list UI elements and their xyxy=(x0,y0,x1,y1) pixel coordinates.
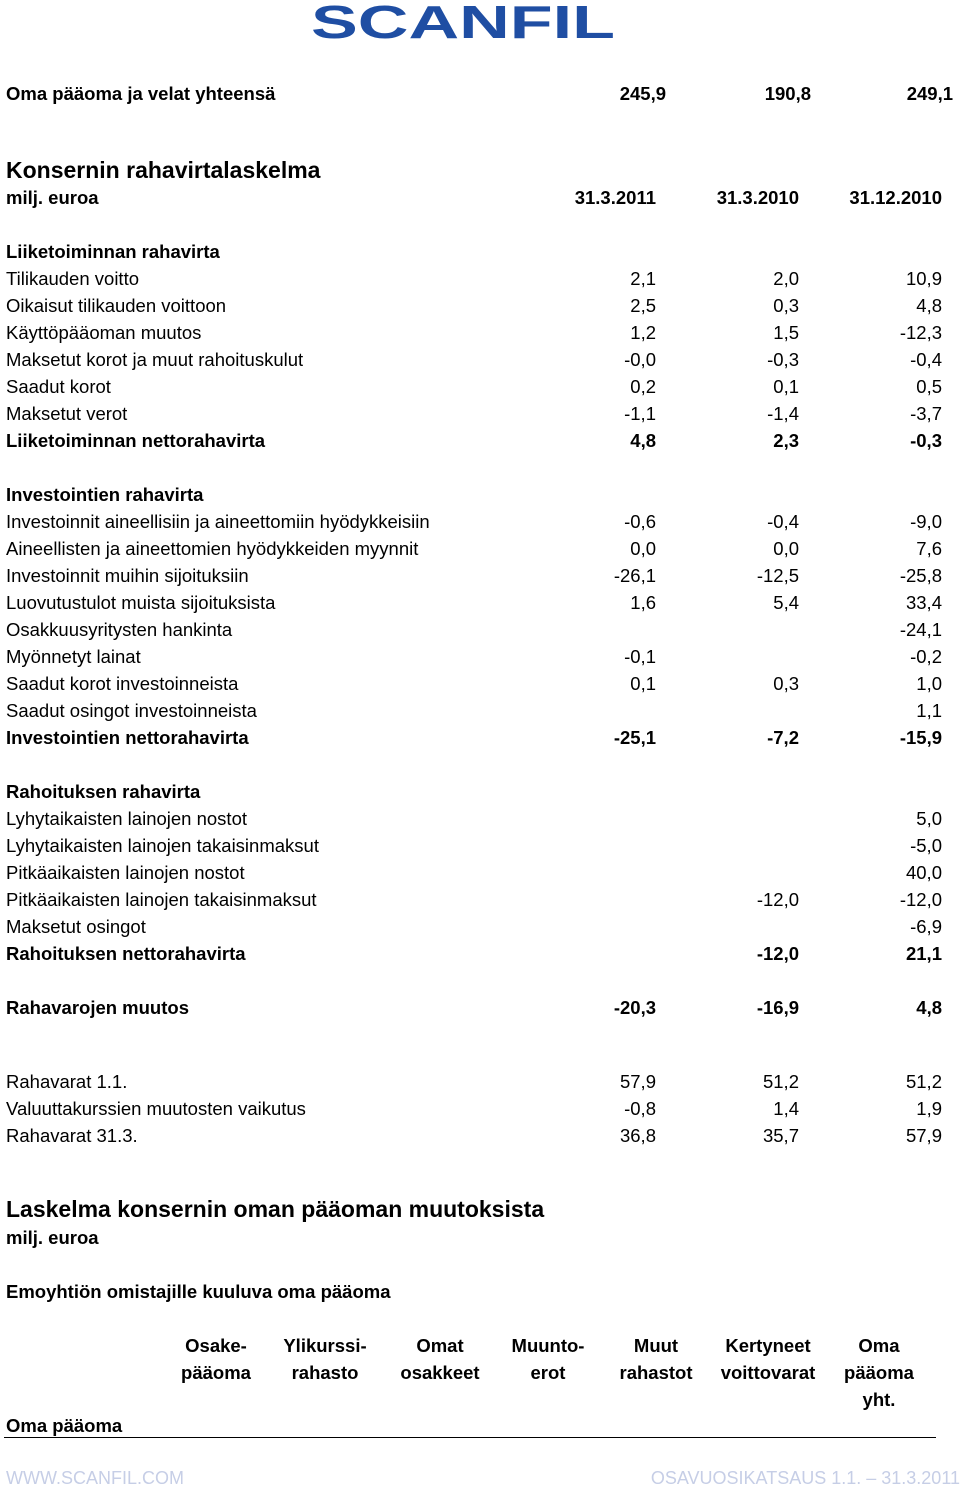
equity-column-header-line: Muut xyxy=(633,1335,679,1356)
scanfil-logo xyxy=(308,0,618,42)
column-header-2: 31.3.2010 xyxy=(716,187,799,208)
table-row xyxy=(6,914,946,940)
value-col2: 1,4 xyxy=(773,1098,799,1119)
value-col2: -12,0 xyxy=(756,943,799,964)
equity-unit xyxy=(6,1225,946,1251)
value-col2: -1,4 xyxy=(767,403,799,424)
value-col2: 0,3 xyxy=(773,673,799,694)
cashflow-title-text: Konsernin rahavirtalaskelma xyxy=(6,157,321,183)
equity-column-header xyxy=(819,1332,939,1413)
value-col3: -0,4 xyxy=(910,349,942,370)
table-row xyxy=(6,509,946,535)
cashflow-title xyxy=(6,155,946,185)
subtotal-row-financing xyxy=(6,941,946,967)
row-label: Oikaisut tilikauden voittoon xyxy=(6,295,227,316)
value-col3: 4,8 xyxy=(916,997,942,1018)
equity-header-rule xyxy=(4,1437,936,1438)
value-col1: 36,8 xyxy=(619,1125,656,1146)
row-label: Investointien nettorahavirta xyxy=(6,727,249,748)
value-col1: 0,2 xyxy=(630,376,656,397)
value-col3: 0,5 xyxy=(916,376,942,397)
equity-column-header-line xyxy=(708,1386,828,1413)
equity-column-header-line: erot xyxy=(530,1362,566,1383)
equity-column-header xyxy=(380,1332,500,1413)
table-row xyxy=(6,374,946,400)
row-label: Lyhytaikaisten lainojen nostot xyxy=(6,808,247,829)
row-label: Maksetut verot xyxy=(6,403,128,424)
section-heading-financing xyxy=(6,779,946,805)
value-col3: -24,1 xyxy=(899,619,942,640)
value-col1: 1,2 xyxy=(630,322,656,343)
table-row xyxy=(6,671,946,697)
cash-balance-row xyxy=(6,1123,946,1149)
value-col3: 33,4 xyxy=(905,592,942,613)
unit-label: milj. euroa xyxy=(6,187,99,208)
column-header-3: 31.12.2010 xyxy=(849,187,942,208)
footer-website: WWW.SCANFIL.COM xyxy=(6,1468,184,1488)
value-col2: 51,2 xyxy=(762,1071,799,1092)
table-row xyxy=(6,698,946,724)
equity-column-header xyxy=(708,1332,828,1413)
equity-column-header-line xyxy=(596,1386,716,1413)
row-label: Rahoituksen nettorahavirta xyxy=(6,943,246,964)
column-header-1: 31.3.2011 xyxy=(574,187,656,208)
value-col3: 10,9 xyxy=(905,268,942,289)
value-col3: -5,0 xyxy=(910,835,942,856)
value-col1: 57,9 xyxy=(619,1071,656,1092)
equity-column-header-line xyxy=(156,1386,276,1413)
value-col3: -25,8 xyxy=(899,565,942,586)
row-label: Pitkäaikaisten lainojen nostot xyxy=(6,862,245,883)
value-col1: 1,6 xyxy=(630,592,656,613)
subtotal-row-investing xyxy=(6,725,946,751)
section-heading-text: Investointien rahavirta xyxy=(6,484,204,505)
value-col2: 190,8 xyxy=(764,83,811,104)
value-col2: 0,3 xyxy=(773,295,799,316)
equity-column-header-line: Muunto- xyxy=(511,1335,585,1356)
table-row xyxy=(6,320,946,346)
equity-column-header-line: rahastot xyxy=(619,1362,693,1383)
equity-column-header-line: voittovarat xyxy=(720,1362,816,1383)
table-row xyxy=(6,266,946,292)
table-row xyxy=(6,401,946,427)
total-equity-liabilities-row xyxy=(6,81,953,107)
row-label: Osakkuusyritysten hankinta xyxy=(6,619,233,640)
equity-column-header-line: yht. xyxy=(862,1389,896,1410)
table-row xyxy=(6,887,946,913)
value-col2: 1,5 xyxy=(773,322,799,343)
value-col1: 245,9 xyxy=(619,83,666,104)
equity-column-header-line xyxy=(380,1386,500,1413)
value-col2: 2,0 xyxy=(773,268,799,289)
footer-report-title: OSAVUOSIKATSAUS 1.1. – 31.3.2011 xyxy=(650,1468,960,1488)
value-col1: -26,1 xyxy=(613,565,656,586)
section-heading-investing xyxy=(6,482,946,508)
equity-column-header-line: pääoma xyxy=(181,1362,251,1383)
row-label: Rahavarojen muutos xyxy=(6,997,189,1018)
equity-subheading xyxy=(6,1279,946,1305)
value-col2: 0,1 xyxy=(773,376,799,397)
value-col3: 7,6 xyxy=(916,538,942,559)
equity-column-header xyxy=(265,1332,385,1413)
value-col3: 1,0 xyxy=(916,673,942,694)
value-col3: 249,1 xyxy=(906,83,953,104)
row-label: Käyttöpääoman muutos xyxy=(6,322,202,343)
value-col2: 35,7 xyxy=(762,1125,799,1146)
value-col3: 1,1 xyxy=(916,700,942,721)
value-col1: -25,1 xyxy=(613,727,656,748)
row-label: Investoinnit aineellisiin ja aineettomiin hyödykkeisiin xyxy=(6,511,430,532)
section-heading-text: Liiketoiminnan rahavirta xyxy=(6,241,220,262)
row-label: Saadut korot xyxy=(6,376,111,397)
equity-column-header-line: Oma xyxy=(858,1335,900,1356)
value-col2: -7,2 xyxy=(767,727,799,748)
row-label: Investoinnit muihin sijoituksiin xyxy=(6,565,249,586)
section-heading-operating xyxy=(6,239,946,265)
value-col2: -0,3 xyxy=(767,349,799,370)
row-label: Tilikauden voitto xyxy=(6,268,139,289)
value-col1: 2,5 xyxy=(630,295,656,316)
row-label: Maksetut korot ja muut rahoituskulut xyxy=(6,349,304,370)
row-label: Oma pääoma ja velat yhteensä xyxy=(6,83,276,104)
value-col3: -12,3 xyxy=(899,322,942,343)
cashflow-column-header xyxy=(6,185,946,211)
subtotal-row-operating xyxy=(6,428,946,454)
table-row xyxy=(6,617,946,643)
value-col3: 51,2 xyxy=(905,1071,942,1092)
value-col3: 21,1 xyxy=(905,943,942,964)
row-label: Saadut korot investoinneista xyxy=(6,673,239,694)
table-row xyxy=(6,347,946,373)
value-col3: 57,9 xyxy=(905,1125,942,1146)
value-col2: -12,5 xyxy=(756,565,799,586)
equity-column-header xyxy=(156,1332,276,1413)
equity-column-header xyxy=(596,1332,716,1413)
equity-column-header-line: Kertyneet xyxy=(725,1335,811,1356)
value-col3: -6,9 xyxy=(910,916,942,937)
value-col3: 40,0 xyxy=(905,862,942,883)
equity-column-header-line: pääoma xyxy=(844,1362,914,1383)
equity-column-header-line: Omat xyxy=(416,1335,464,1356)
value-col1: 4,8 xyxy=(630,430,656,451)
table-row xyxy=(6,860,946,886)
equity-row-label xyxy=(6,1413,946,1439)
equity-unit-text: milj. euroa xyxy=(6,1227,99,1248)
table-row xyxy=(6,563,946,589)
logo-text: SCANFIL xyxy=(311,0,615,42)
cash-change-row xyxy=(6,995,946,1021)
row-label: Luovutustulot muista sijoituksista xyxy=(6,592,276,613)
value-col2: -0,4 xyxy=(767,511,799,532)
row-label: Lyhytaikaisten lainojen takaisinmaksut xyxy=(6,835,319,856)
equity-column-header-line xyxy=(265,1386,385,1413)
cash-balance-row xyxy=(6,1096,946,1122)
value-col3: 5,0 xyxy=(916,808,942,829)
value-col3: -0,2 xyxy=(910,646,942,667)
value-col1: -0,8 xyxy=(624,1098,656,1119)
row-label: Valuuttakurssien muutosten vaikutus xyxy=(6,1098,306,1119)
equity-column-header-line: osakkeet xyxy=(400,1362,480,1383)
equity-title xyxy=(6,1194,946,1224)
value-col1: -0,0 xyxy=(624,349,656,370)
value-col1: -0,1 xyxy=(624,646,656,667)
value-col1: 0,1 xyxy=(630,673,656,694)
value-col3: -9,0 xyxy=(910,511,942,532)
table-row xyxy=(6,644,946,670)
table-row xyxy=(6,293,946,319)
cash-balance-row xyxy=(6,1069,946,1095)
value-col1: -0,6 xyxy=(624,511,656,532)
value-col2: -16,9 xyxy=(756,997,799,1018)
row-label: Myönnetyt lainat xyxy=(6,646,141,667)
row-label: Pitkäaikaisten lainojen takaisinmaksut xyxy=(6,889,317,910)
section-heading-text: Rahoituksen rahavirta xyxy=(6,781,201,802)
row-label: Aineellisten ja aineettomien hyödykkeiden myynnit xyxy=(6,538,419,559)
value-col3: 4,8 xyxy=(916,295,942,316)
value-col3: -3,7 xyxy=(910,403,942,424)
value-col1: -20,3 xyxy=(613,997,656,1018)
equity-column-header-line xyxy=(488,1386,608,1413)
row-label: Liiketoiminnan nettorahavirta xyxy=(6,430,266,451)
equity-column-header xyxy=(488,1332,608,1413)
row-label: Saadut osingot investoinneista xyxy=(6,700,257,721)
value-col1: 2,1 xyxy=(630,268,656,289)
equity-column-header-line: Ylikurssi- xyxy=(283,1335,367,1356)
value-col1: 0,0 xyxy=(630,538,656,559)
equity-column-header-line: Osake- xyxy=(185,1335,247,1356)
value-col3: -15,9 xyxy=(899,727,942,748)
value-col3: -12,0 xyxy=(899,889,942,910)
value-col3: -0,3 xyxy=(910,430,942,451)
value-col3: 1,9 xyxy=(916,1098,942,1119)
equity-title-text: Laskelma konsernin oman pääoman muutoksista xyxy=(6,1196,545,1222)
equity-column-header-line: rahasto xyxy=(291,1362,359,1383)
value-col2: 5,4 xyxy=(773,592,799,613)
value-col2: -12,0 xyxy=(756,889,799,910)
equity-row-label-text: Oma pääoma xyxy=(6,1415,123,1436)
value-col2: 2,3 xyxy=(773,430,799,451)
value-col2: 0,0 xyxy=(773,538,799,559)
row-label: Rahavarat 31.3. xyxy=(6,1125,138,1146)
value-col1: -1,1 xyxy=(624,403,656,424)
row-label: Rahavarat 1.1. xyxy=(6,1071,128,1092)
row-label: Maksetut osingot xyxy=(6,916,146,937)
table-row xyxy=(6,536,946,562)
table-row xyxy=(6,833,946,859)
equity-subheading-text: Emoyhtiön omistajille kuuluva oma pääoma xyxy=(6,1281,391,1302)
table-row xyxy=(6,590,946,616)
table-row xyxy=(6,806,946,832)
